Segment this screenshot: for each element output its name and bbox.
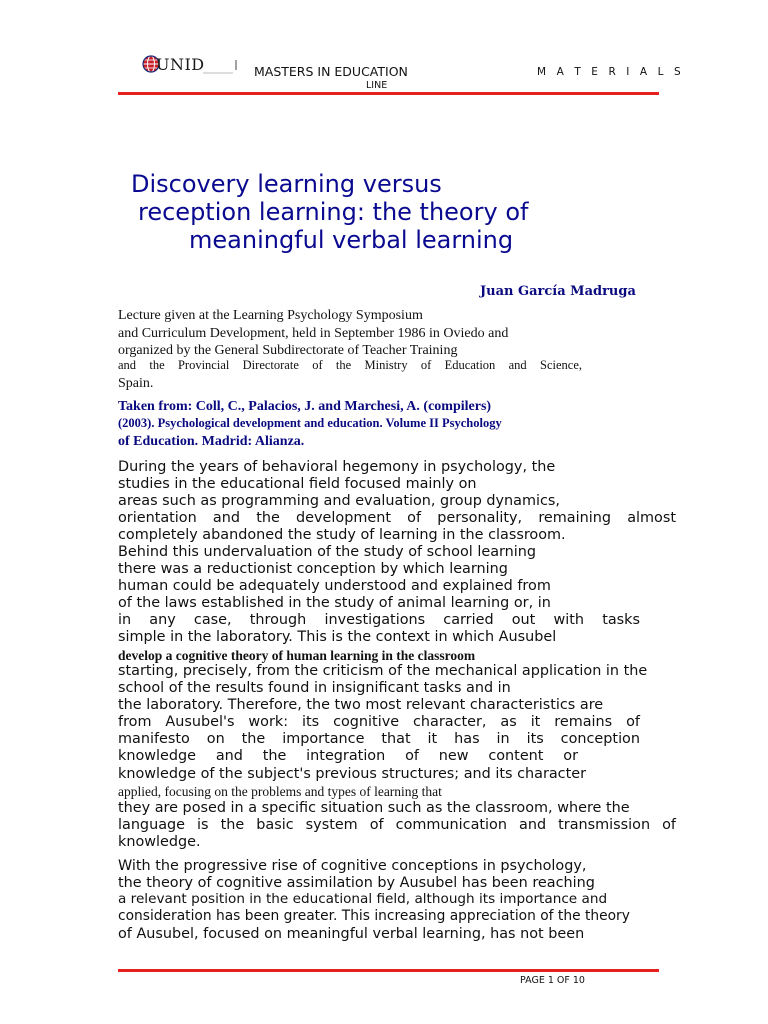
- body-line: a relevant position in the educational field, although its importance and: [118, 891, 608, 907]
- source-citation-line: Taken from: Coll, C., Palacios, J. and Marchesi, A. (compilers): [118, 399, 492, 414]
- header-title: MASTERS IN EDUCATION: [254, 64, 408, 79]
- body-line: there was a reductionist conception by which learning: [118, 561, 508, 577]
- body-line: language is the basic system of communication and transmission of: [118, 817, 676, 833]
- body-line: applied, focusing on the problems and types of learning that: [118, 784, 442, 799]
- author-name: Juan García Madruga: [480, 284, 636, 299]
- body-line: Behind this undervaluation of the study of school learning: [118, 544, 537, 560]
- body-line: from Ausubel's work: its cognitive character, as it remains of: [118, 714, 640, 730]
- header-subtitle: LINE: [366, 80, 388, 91]
- body-line: knowledge and the integration of new content or: [118, 748, 578, 764]
- body-line: they are posed in a specific situation such as the classroom, where the: [118, 800, 630, 816]
- body-line: the laboratory. Therefore, the two most relevant characteristics are: [118, 697, 604, 713]
- document-title-line: reception learning: the theory of: [138, 198, 529, 226]
- body-line: of Ausubel, focused on meaningful verbal learning, has not been: [118, 926, 585, 942]
- body-line: consideration has been greater. This increasing appreciation of the theory: [118, 908, 630, 924]
- header-rule: [118, 92, 659, 95]
- body-line: knowledge.: [118, 834, 201, 850]
- body-line: manifesto on the importance that it has in its conception: [118, 731, 640, 747]
- header-materials: M A T E R I A L S: [537, 66, 685, 78]
- lecture-note-line: organized by the General Subdirectorate of Teacher Training: [118, 343, 458, 358]
- body-line: of the laws established in the study of animal learning or, in: [118, 595, 551, 611]
- body-line: the theory of cognitive assimilation by Ausubel has been reaching: [118, 875, 595, 891]
- footer-rule: [118, 969, 659, 972]
- logo-underline: [141, 52, 241, 78]
- body-line: human could be adequately understood and explained from: [118, 578, 551, 594]
- document-title-line: meaningful verbal learning: [189, 226, 514, 254]
- lecture-note-line: Spain.: [118, 376, 154, 391]
- source-citation-line: (2003). Psychological development and education. Volume II Psychology: [118, 416, 502, 430]
- lecture-note-line: and the Provincial Directorate of the Ministry of Education and Science,: [118, 358, 582, 372]
- body-line: orientation and the development of personality, remaining almost: [118, 510, 676, 526]
- body-line: school of the results found in insignificant tasks and in: [118, 680, 511, 696]
- lecture-note-line: and Curriculum Development, held in September 1986 in Oviedo and: [118, 326, 509, 341]
- body-line: areas such as programming and evaluation, group dynamics,: [118, 493, 560, 509]
- body-line: develop a cognitive theory of human learning in the classroom: [118, 648, 476, 663]
- body-line: knowledge of the subject's previous structures; and its character: [118, 766, 586, 782]
- body-line: in any case, through investigations carried out with tasks: [118, 612, 640, 628]
- unid-logo: [141, 52, 241, 78]
- body-line: completely abandoned the study of learning in the classroom.: [118, 527, 566, 543]
- body-line: studies in the educational field focused mainly on: [118, 476, 477, 492]
- document-title-line: Discovery learning versus: [131, 170, 442, 198]
- body-line: starting, precisely, from the criticism of the mechanical application in the: [118, 663, 648, 679]
- lecture-note-line: Lecture given at the Learning Psychology Symposium: [118, 308, 423, 323]
- page-number: PAGE 1 OF 10: [520, 975, 585, 986]
- body-line: With the progressive rise of cognitive conceptions in psychology,: [118, 858, 587, 874]
- source-citation-line: of Education. Madrid: Alianza.: [118, 434, 305, 449]
- body-line: simple in the laboratory. This is the context in which Ausubel: [118, 629, 557, 645]
- body-line: During the years of behavioral hegemony in psychology, the: [118, 459, 556, 475]
- logo-text: UNID: [156, 55, 205, 74]
